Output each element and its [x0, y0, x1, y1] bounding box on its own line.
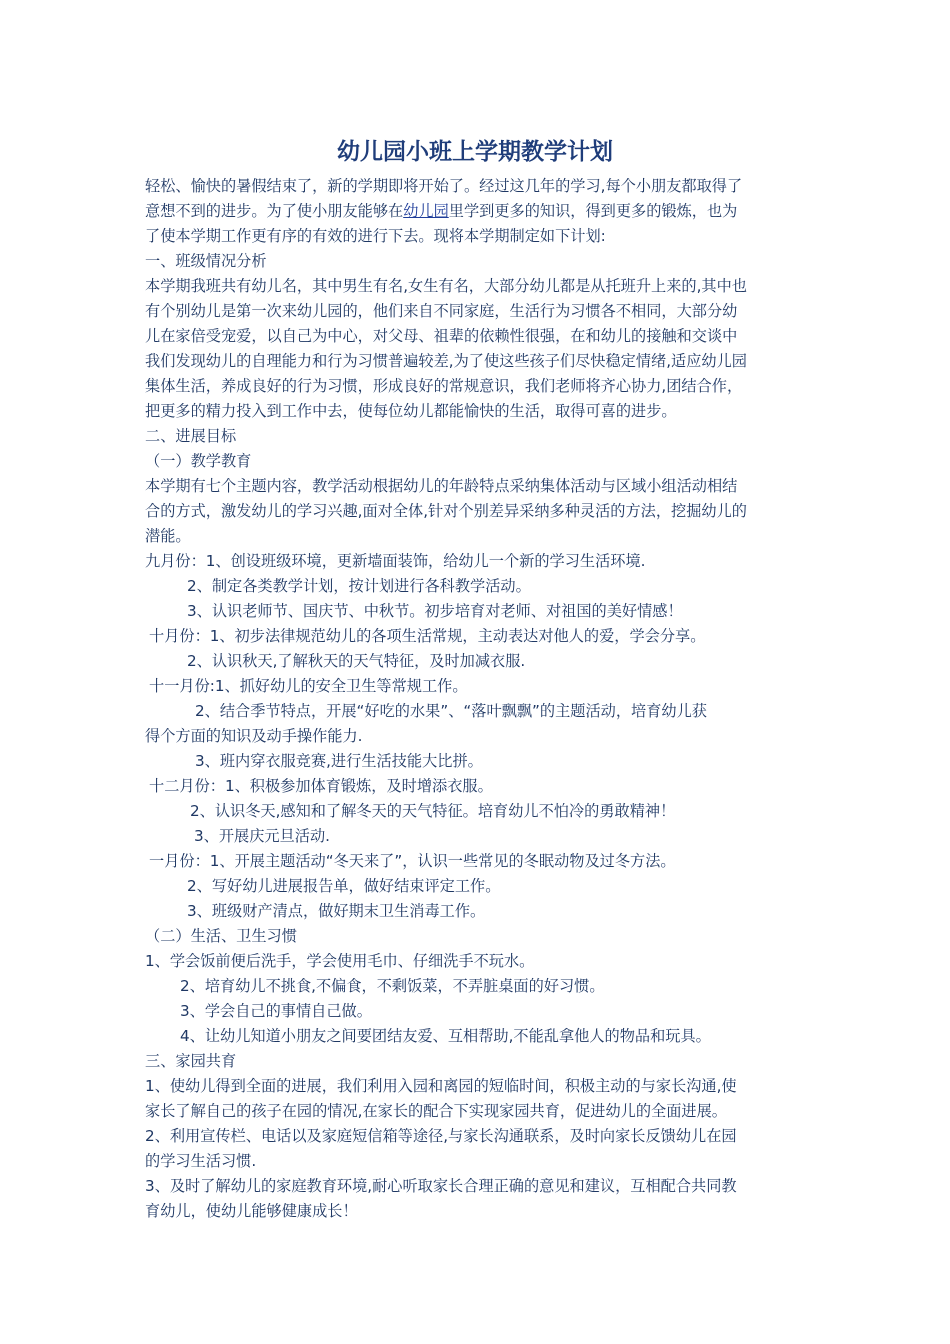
plan-item: 十一月份:1、抓好幼儿的安全卫生等常规工作。 — [149, 677, 468, 695]
section-heading: 一、班级情况分析 — [145, 252, 267, 270]
plan-item: 九月份：1、创设班级环境，更新墙面装饰，给幼儿一个新的学习生活环境. — [145, 552, 646, 570]
plan-item: 3、认识老师节、国庆节、中秋节。初步培育对老师、对祖国的美好情感！ — [187, 602, 683, 620]
line-text: 意想不到的进步。为了使小朋友能够在 — [145, 202, 404, 220]
plan-item: 2、制定各类教学计划，按计划进行各科教学活动。 — [187, 577, 531, 595]
plan-item: 2、认识冬天,感知和了解冬天的天气特征。培育幼儿不怕冷的勇敢精神！ — [190, 802, 676, 820]
plan-item: 十月份：1、初步法律规范幼儿的各项生活常规，主动表达对他人的爱，学会分享。 — [149, 627, 706, 645]
paragraph-line: 把更多的精力投入到工作中去，使每位幼儿都能愉快的生活，取得可喜的进步。 — [145, 402, 677, 420]
paragraph-line: 合的方式，激发幼儿的学习兴趣,面对全体,针对个别差异采纳多种灵活的方法，挖掘幼儿的 — [145, 502, 747, 520]
section-heading: 三、家园共育 — [145, 1052, 237, 1070]
paragraph-line: 集体生活，养成良好的行为习惯，形成良好的常规意识，我们老师将齐心协力,团结合作， — [145, 377, 743, 395]
plan-item: 2、认识秋天,了解秋天的天气特征，及时加减衣服. — [187, 652, 526, 670]
paragraph-line: 轻松、愉快的暑假结束了，新的学期即将开始了。经过这几年的学习,每个小朋友都取得了 — [145, 177, 743, 195]
paragraph-line: 育幼儿，使幼儿能够健康成长！ — [145, 1202, 358, 1220]
paragraph-line: 我们发现幼儿的自理能力和行为习惯普遍较差,为了使这些孩子们尽快稳定情绪,适应幼儿园 — [145, 352, 747, 370]
habit-item: 2、培育幼儿不挑食,不偏食，不剩饭菜，不弄脏桌面的好习惯。 — [180, 977, 605, 995]
subsection-heading: （二）生活、卫生习惯 — [145, 927, 297, 945]
paragraph-line: 本学期我班共有幼儿名，其中男生有名,女生有名，大部分幼儿都是从托班升上来的,其中也 — [145, 277, 747, 295]
paragraph-line: 3、及时了解幼儿的家庭教育环境,耐心听取家长合理正确的意见和建议，互相配合共同教 — [145, 1177, 737, 1195]
paragraph-line: 有个别幼儿是第一次来幼儿园的，他们来自不同家庭，生活行为习惯各不相同，大部分幼 — [145, 302, 738, 320]
plan-item: 2、结合季节特点，开展“好吃的水果”、“落叶飘飘”的主题活动，培育幼儿获 — [195, 702, 707, 720]
habit-item: 3、学会自己的事情自己做。 — [180, 1002, 372, 1020]
section-heading: 二、进展目标 — [145, 427, 237, 445]
paragraph-line: 本学期有七个主题内容，教学活动根据幼儿的年龄特点采纳集体活动与区域小组活动相结 — [145, 477, 738, 495]
document-title: 幼儿园小班上学期教学计划 — [337, 139, 613, 165]
habit-item: 1、学会饭前便后洗手，学会使用毛巾、仔细洗手不玩水。 — [145, 952, 535, 970]
paragraph-line — [145, 199, 737, 224]
subsection-heading: （一）教学教育 — [145, 452, 252, 470]
plan-item: 十二月份：1、积极参加体育锻炼，及时增添衣服。 — [149, 777, 493, 795]
paragraph-line: 儿在家倍受宠爱，以自己为中心，对父母、祖辈的依赖性很强，在和幼儿的接触和交谈中 — [145, 327, 738, 345]
paragraph-line: 家长了解自己的孩子在园的情况,在家长的配合下实现家园共育，促进幼儿的全面进展。 — [145, 1102, 727, 1120]
paragraph-line: 潜能。 — [145, 527, 191, 545]
plan-item: 得个方面的知识及动手操作能力. — [145, 727, 363, 745]
paragraph-line: 1、使幼儿得到全面的进展，我们利用入园和离园的短临时间，积极主动的与家长沟通,使 — [145, 1077, 737, 1095]
plan-item: 3、班内穿衣服竞赛,进行生活技能大比拼。 — [195, 752, 483, 770]
plan-item: 3、开展庆元旦活动. — [194, 827, 330, 845]
kindergarten-link[interactable]: 幼儿园 — [403, 202, 449, 220]
habit-item: 4、让幼儿知道小朋友之间要团结友爱、互相帮助,不能乱拿他人的物品和玩具。 — [180, 1027, 711, 1045]
plan-item: 2、写好幼儿进展报告单，做好结束评定工作。 — [187, 877, 501, 895]
paragraph-line: 了使本学期工作更有序的有效的进行下去。现将本学期制定如下计划: — [145, 227, 606, 245]
line-text: 里学到更多的知识，得到更多的锻炼，也为 — [448, 202, 738, 220]
plan-item: 一月份：1、开展主题活动“冬天来了”，认识一些常见的冬眠动物及过冬方法。 — [149, 852, 676, 870]
paragraph-line: 2、利用宣传栏、电话以及家庭短信箱等途径,与家长沟通联系，及时向家长反馈幼儿在园 — [145, 1127, 737, 1145]
paragraph-line: 的学习生活习惯. — [145, 1152, 257, 1170]
plan-item: 3、班级财产清点，做好期末卫生消毒工作。 — [187, 902, 486, 920]
